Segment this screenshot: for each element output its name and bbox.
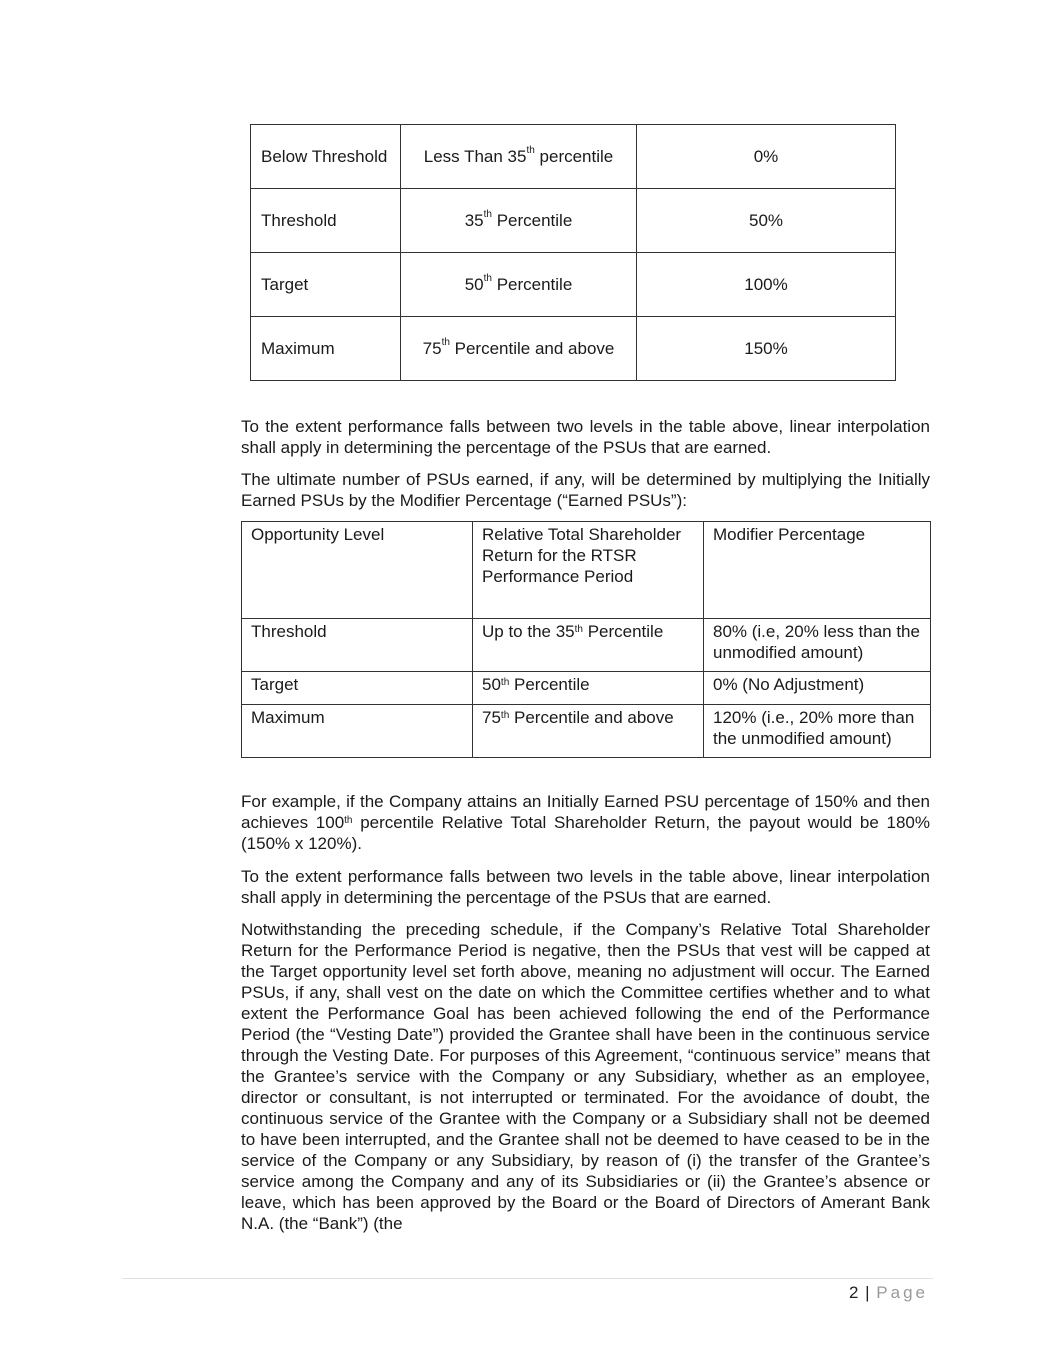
level-cell: Below Threshold [251,125,401,189]
table-row [251,317,896,381]
level-cell: Target [242,672,473,705]
payout-cell: 150% [637,317,896,381]
level-cell: Threshold [251,189,401,253]
page-number: 2 [848,1283,859,1302]
footer-divider [122,1278,933,1279]
modifier-cell: 0% (No Adjustment) [704,672,931,705]
modifier-table [241,521,931,758]
table-row [242,619,931,672]
header-cell: Relative Total Shareholder Return for the RTSR Performance Period [473,522,704,619]
modifier-cell: 80% (i.e, 20% less than the unmodified amount) [704,619,931,672]
payout-cell: 50% [637,189,896,253]
vesting-paragraph: Notwithstanding the preceding schedule, if the Company’s Relative Total Shareholder Return for the Performance Period is negative, then the PSUs that vest will be capped at the Target opportunity level set forth above, meaning no adjustment will occur. The Earned PSUs, if any, shall vest on the date on which the Committee certifies whether and to what extent the Performance Goal has been achieved following the end of the Performance Period (the “Vesting Date”) provided the Grantee shall have been in the continuous service through the Vesting Date. For purposes of this Agreement, “continuous service” means that the Grantee’s service with the Company or any Subsidiary, whether as an employee, director or consultant, is not interrupted or terminated. For the avoidance of doubt, the continuous service of the Grantee with the Company or a Subsidiary shall not be deemed to have been interrupted, and the Grantee shall not be deemed to have ceased to be in the service of the Company or any Subsidiary, by reason of (i) the transfer of the Grantee’s service among the Company and any of its Subsidiaries or (ii) the Grantee’s absence or leave, which has been approved by the Board or the Board of Directors of Amerant Bank N.A. (the “Bank”) (the [241,920,930,1233]
rtsr-cell: 50th Percentile [473,672,704,705]
table-row [251,253,896,317]
header-cell: Modifier Percentage [704,522,931,619]
rtsr-cell: 35th Percentile [401,189,637,253]
rtsr-cell: 50th Percentile [401,253,637,317]
ultimate-psus-paragraph: The ultimate number of PSUs earned, if any, will be determined by multiplying the Initially Earned PSUs by the Modifier Percentage (“Earned PSUs”): [241,470,930,510]
table-row [251,125,896,189]
table-header-row [242,522,931,619]
level-cell: Threshold [242,619,473,672]
page-footer [849,1283,928,1303]
interpolation-paragraph-2: To the extent performance falls between two levels in the table above, linear interpolation shall apply in determining the percentage of the PSUs that are earned. [241,867,930,907]
footer-separator: | [865,1283,870,1302]
rtsr-cell: Less Than 35th percentile [401,125,637,189]
rtsr-cell: Up to the 35th Percentile [473,619,704,672]
rtsr-cell: 75th Percentile and above [473,705,704,758]
table-row [251,189,896,253]
table-row [242,705,931,758]
payout-cell: 0% [637,125,896,189]
modifier-cell: 120% (i.e., 20% more than the unmodified amount) [704,705,931,758]
payout-table [250,124,896,381]
level-cell: Target [251,253,401,317]
table-row [242,672,931,705]
example-paragraph: For example, if the Company attains an Initially Earned PSU percentage of 150% and then achieves 100th percentile Relative Total Shareholder Return, the payout would be 180% (150% x 120%). [241,792,930,853]
page-label: Page [876,1283,928,1302]
level-cell: Maximum [251,317,401,381]
rtsr-cell: 75th Percentile and above [401,317,637,381]
level-cell: Maximum [242,705,473,758]
interpolation-paragraph: To the extent performance falls between two levels in the table above, linear interpolation shall apply in determining the percentage of the PSUs that are earned. [241,417,930,457]
header-cell: Opportunity Level [242,522,473,619]
payout-cell: 100% [637,253,896,317]
